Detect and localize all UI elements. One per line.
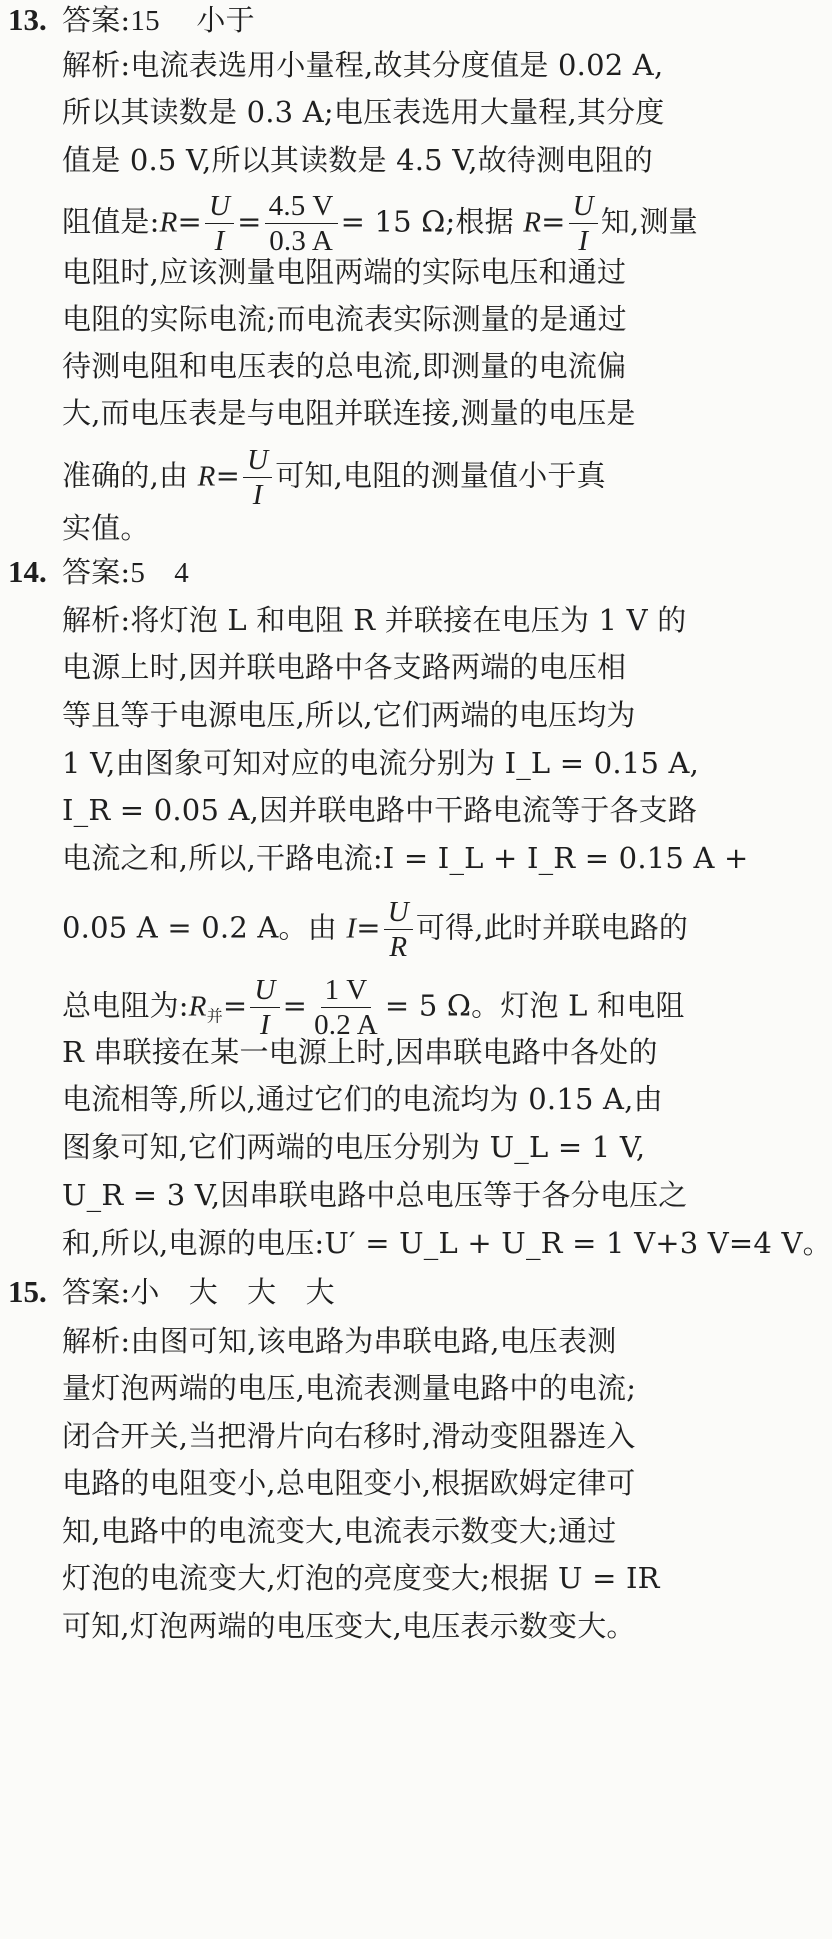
var-r: R	[523, 206, 542, 239]
eq-sign: =	[541, 204, 566, 239]
q13-line-6: 电阻的实际电流;而电流表实际测量的是通过	[62, 302, 627, 336]
frac-denominator: I	[578, 225, 589, 257]
q13-line-8: 大,而电压表是与电阻并联连接,测量的电压是	[62, 396, 636, 430]
q15-line-2: 量灯泡两端的电压,电流表测量电路中的电流;	[62, 1371, 637, 1405]
q14-line-12: U_R = 3 V,因串联电路中总电压等于各分电压之	[62, 1178, 688, 1212]
q13-answer-values: 15 小于	[130, 5, 255, 37]
frac-denominator: R	[389, 931, 408, 963]
eq-sign: =	[177, 204, 202, 239]
q14-line-9: R 串联接在某一电源上时,因串联电路中各处的	[62, 1035, 658, 1069]
frac-denominator: I	[252, 479, 263, 511]
q14-answer-values: 5 4	[130, 557, 189, 589]
q14-explanation-prefix: 解析:	[62, 603, 131, 637]
fraction-45v-over-03a	[265, 189, 338, 258]
q13-number: 13.	[8, 2, 47, 37]
q15-line-7: 可知,灯泡两端的电压变大,电压表示数变大。	[62, 1609, 636, 1643]
q15-answer-prefix: 答案:	[62, 1275, 131, 1309]
q13-result: = 15 Ω;根据	[340, 204, 524, 239]
q13-line-1-text: 电流表选用小量程,故其分度值是 0.02 A,	[130, 48, 664, 82]
q15-line-3: 闭合开关,当把滑片向右移时,滑动变阻器连入	[62, 1419, 636, 1453]
frac-numerator: 1 V	[321, 973, 372, 1008]
q15-explanation-prefix: 解析:	[62, 1324, 131, 1358]
q13-line-9	[62, 443, 606, 512]
frac-denominator: 0.3 A	[269, 225, 334, 257]
q14-line-7	[62, 895, 688, 964]
q14-line-7-pre: 0.05 A = 0.2 A。由	[62, 910, 347, 945]
q13-answer-prefix: 答案:	[62, 3, 131, 37]
q14-line-6: 电流之和,所以,干路电流:I = I_L + I_R = 0.15 A +	[62, 841, 749, 875]
q15-line-4: 电路的电阻变小,总电阻变小,根据欧姆定律可	[62, 1466, 636, 1500]
q14-line-8-post: = 5 Ω。灯泡 L 和电阻	[384, 988, 685, 1023]
q14-line-7-post: 可得,此时并联电路的	[415, 910, 689, 945]
q13-line-1	[62, 45, 663, 85]
q14-answer-prefix: 答案:	[62, 555, 131, 589]
eq-sign: =	[356, 910, 381, 945]
fraction-u-over-i	[569, 189, 598, 258]
q13-line-3: 值是 0.5 V,所以其读数是 4.5 V,故待测电阻的	[62, 143, 653, 177]
q14-line-1-text: 将灯泡 L 和电阻 R 并联接在电压为 1 V 的	[130, 603, 687, 637]
q13-explanation-prefix: 解析:	[62, 48, 131, 82]
q15-line-1-text: 由图可知,该电路为串联电路,电压表测	[130, 1324, 617, 1358]
q13-line-4-pre: 阻值是:	[62, 204, 160, 239]
frac-numerator: U	[384, 895, 413, 930]
q14-number: 14.	[8, 554, 47, 589]
q13-line-9-post: 可知,电阻的测量值小于真	[275, 458, 606, 493]
frac-denominator: 0.2 A	[314, 1009, 378, 1041]
var-i: I	[346, 912, 357, 945]
fraction-u-over-i	[243, 443, 272, 512]
q13-line-5: 电阻时,应该测量电阻两端的实际电压和通过	[62, 255, 627, 289]
eq-sign: =	[222, 988, 248, 1023]
frac-denominator: I	[214, 225, 225, 257]
q14-line-11: 图象可知,它们两端的电压分别为 U_L = 1 V,	[62, 1130, 646, 1164]
var-r: R	[159, 206, 178, 239]
frac-numerator: 4.5 V	[265, 189, 338, 224]
sub-parallel: 并	[206, 1006, 223, 1026]
fraction-u-over-r	[384, 895, 413, 964]
q13-line-2: 所以其读数是 0.3 A;电压表选用大量程,其分度	[62, 95, 665, 129]
q15-line-6: 灯泡的电流变大,灯泡的亮度变大;根据 U = IR	[62, 1561, 660, 1595]
eq-sign: =	[237, 204, 262, 239]
q13-answer	[62, 0, 255, 41]
q14-line-4: 1 V,由图象可知对应的电流分别为 I_L = 0.15 A,	[62, 746, 700, 780]
q15-answer	[62, 1272, 335, 1312]
frac-numerator: U	[569, 189, 598, 224]
q14-line-13: 和,所以,电源的电压:U′ = U_L + U_R = 1 V+3 V=4 V。	[62, 1226, 832, 1260]
q14-line-8-pre: 总电阻为:	[62, 988, 189, 1023]
frac-numerator: U	[243, 443, 272, 478]
q13-line-9-pre: 准确的,由	[62, 458, 198, 493]
q14-answer	[62, 552, 189, 593]
frac-numerator: U	[250, 973, 279, 1008]
frac-numerator: U	[205, 189, 234, 224]
q15-number: 15.	[8, 1274, 47, 1309]
q13-line-10: 实值。	[62, 511, 150, 545]
q14-line-5: I_R = 0.05 A,因并联电路中干路电流等于各支路	[62, 793, 698, 827]
eq-sign: =	[282, 988, 308, 1023]
var-r: R	[188, 990, 207, 1023]
eq-sign: =	[215, 458, 241, 493]
q14-line-3: 等且等于电源电压,所以,它们两端的电压均为	[62, 698, 636, 732]
q14-line-10: 电流相等,所以,通过它们的电流均为 0.15 A,由	[62, 1082, 663, 1116]
q13-line-4-post: 知,测量	[600, 204, 698, 239]
q14-line-2: 电源上时,因并联电路中各支路两端的电压相	[62, 650, 627, 684]
fraction-u-over-i	[205, 189, 234, 258]
frac-denominator: I	[260, 1009, 270, 1041]
q15-line-1	[62, 1321, 616, 1361]
q14-line-1	[62, 600, 686, 640]
q13-line-4	[62, 189, 698, 258]
q15-answer-values: 小 大 大 大	[130, 1275, 335, 1309]
q15-line-5: 知,电路中的电流变大,电流表示数变大;通过	[62, 1514, 617, 1548]
q13-line-7: 待测电阻和电压表的总电流,即测量的电流偏	[62, 349, 627, 383]
var-r: R	[197, 460, 216, 493]
